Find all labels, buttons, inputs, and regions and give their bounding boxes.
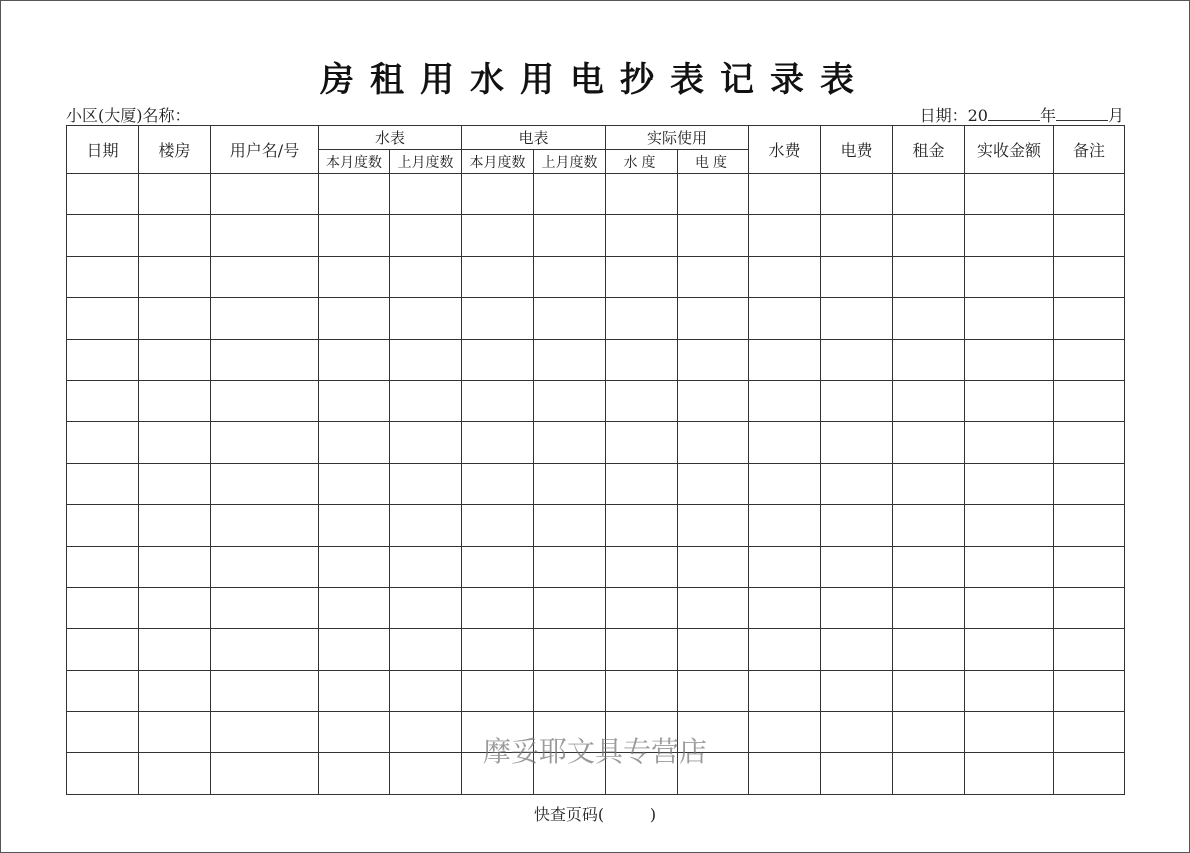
table-cell[interactable]	[67, 546, 139, 587]
header-rent: 租金	[893, 126, 965, 174]
table-cell[interactable]	[1054, 587, 1125, 628]
table-cell[interactable]	[67, 505, 139, 546]
table-cell[interactable]	[390, 422, 462, 463]
table-cell[interactable]	[211, 629, 319, 670]
table-cell[interactable]	[139, 339, 211, 380]
table-cell[interactable]	[821, 422, 893, 463]
table-cell[interactable]	[965, 339, 1054, 380]
table-cell[interactable]	[606, 298, 678, 339]
table-cell[interactable]	[139, 629, 211, 670]
table-cell[interactable]	[965, 422, 1054, 463]
table-cell[interactable]	[749, 463, 821, 504]
table-cell[interactable]	[67, 463, 139, 504]
table-cell[interactable]	[893, 463, 965, 504]
table-cell[interactable]	[749, 505, 821, 546]
table-cell[interactable]	[534, 670, 606, 711]
table-cell[interactable]	[390, 256, 462, 297]
header-electric-meter: 电表	[462, 126, 606, 150]
table-cell[interactable]	[319, 587, 390, 628]
table-row	[67, 256, 1125, 297]
table-cell[interactable]	[606, 215, 678, 256]
table-cell[interactable]	[749, 422, 821, 463]
table-cell[interactable]	[211, 670, 319, 711]
table-cell[interactable]	[606, 587, 678, 628]
table-cell[interactable]	[462, 256, 534, 297]
table-cell[interactable]	[211, 505, 319, 546]
table-cell[interactable]	[1054, 215, 1125, 256]
table-cell[interactable]	[821, 546, 893, 587]
table-cell[interactable]	[211, 380, 319, 421]
table-cell[interactable]	[462, 422, 534, 463]
date-line	[920, 103, 1124, 126]
table-cell[interactable]	[211, 174, 319, 215]
table-cell[interactable]	[893, 505, 965, 546]
header-electric-fee: 电费	[821, 126, 893, 174]
table-cell[interactable]	[139, 422, 211, 463]
table-cell[interactable]	[319, 298, 390, 339]
table-cell[interactable]	[67, 422, 139, 463]
table-cell[interactable]	[965, 174, 1054, 215]
table-cell[interactable]	[534, 215, 606, 256]
table-cell[interactable]	[67, 339, 139, 380]
table-cell[interactable]	[534, 587, 606, 628]
table-cell[interactable]	[319, 629, 390, 670]
table-cell[interactable]	[67, 587, 139, 628]
table-cell[interactable]	[67, 629, 139, 670]
table-cell[interactable]	[749, 670, 821, 711]
table-cell[interactable]	[319, 463, 390, 504]
table-cell[interactable]	[749, 587, 821, 628]
table-cell[interactable]	[390, 339, 462, 380]
table-cell[interactable]	[606, 256, 678, 297]
table-row	[67, 422, 1125, 463]
header-water-fee: 水费	[749, 126, 821, 174]
table-cell[interactable]	[390, 215, 462, 256]
table-cell[interactable]	[893, 339, 965, 380]
table-cell[interactable]	[821, 587, 893, 628]
table-cell[interactable]	[211, 422, 319, 463]
table-cell[interactable]	[821, 463, 893, 504]
table-cell[interactable]	[678, 505, 749, 546]
table-cell[interactable]	[606, 174, 678, 215]
table-row	[67, 629, 1125, 670]
table-cell[interactable]	[462, 339, 534, 380]
table-cell[interactable]	[462, 546, 534, 587]
table-cell[interactable]	[462, 629, 534, 670]
table-cell[interactable]	[821, 339, 893, 380]
table-cell[interactable]	[678, 422, 749, 463]
table-cell[interactable]	[821, 670, 893, 711]
table-cell[interactable]	[462, 380, 534, 421]
table-cell[interactable]	[965, 587, 1054, 628]
table-cell[interactable]	[749, 215, 821, 256]
table-cell[interactable]	[678, 256, 749, 297]
table-cell[interactable]	[606, 422, 678, 463]
table-cell[interactable]	[893, 380, 965, 421]
table-cell[interactable]	[965, 505, 1054, 546]
table-cell[interactable]	[211, 298, 319, 339]
year-blank[interactable]	[988, 106, 1040, 121]
table-cell[interactable]	[606, 505, 678, 546]
table-cell[interactable]	[534, 505, 606, 546]
table-cell[interactable]	[678, 587, 749, 628]
table-row	[67, 505, 1125, 546]
table-cell[interactable]	[1054, 546, 1125, 587]
table-cell[interactable]	[606, 670, 678, 711]
table-body	[67, 174, 1125, 795]
table-row	[67, 174, 1125, 215]
table-cell[interactable]	[606, 546, 678, 587]
table-cell[interactable]	[821, 215, 893, 256]
table-cell[interactable]	[139, 298, 211, 339]
table-cell[interactable]	[319, 215, 390, 256]
table-cell[interactable]	[965, 670, 1054, 711]
table-cell[interactable]	[606, 380, 678, 421]
store-watermark: 摩妥耶文具专营店	[482, 735, 707, 768]
table-cell[interactable]	[534, 546, 606, 587]
document-title: 房租用水用电抄表记录表	[320, 60, 870, 100]
table-cell[interactable]	[390, 546, 462, 587]
table-cell[interactable]	[319, 670, 390, 711]
table-cell[interactable]	[749, 339, 821, 380]
table-cell[interactable]	[67, 298, 139, 339]
table-cell[interactable]	[534, 380, 606, 421]
table-cell[interactable]	[1054, 463, 1125, 504]
table-cell[interactable]	[462, 174, 534, 215]
table-cell[interactable]	[534, 629, 606, 670]
table-cell[interactable]	[211, 587, 319, 628]
table-cell[interactable]	[749, 546, 821, 587]
table-cell[interactable]	[67, 380, 139, 421]
table-row	[67, 215, 1125, 256]
table-cell[interactable]	[893, 256, 965, 297]
table-cell[interactable]	[211, 215, 319, 256]
table-cell[interactable]	[821, 256, 893, 297]
table-cell[interactable]	[139, 174, 211, 215]
month-blank[interactable]	[1056, 106, 1108, 121]
table-cell[interactable]	[893, 174, 965, 215]
table-cell[interactable]	[319, 422, 390, 463]
header-date: 日期	[67, 126, 139, 174]
month-label: 月	[1107, 106, 1124, 125]
header-water-meter: 水表	[319, 126, 462, 150]
table-cell[interactable]	[1054, 298, 1125, 339]
table-cell[interactable]	[749, 298, 821, 339]
table-cell[interactable]	[1054, 422, 1125, 463]
table-row	[67, 670, 1125, 711]
table-cell[interactable]	[965, 256, 1054, 297]
date-label: 日期：20	[919, 106, 988, 125]
table-cell[interactable]	[1054, 380, 1125, 421]
table-cell[interactable]	[893, 629, 965, 670]
table-cell[interactable]	[965, 546, 1054, 587]
table-row	[67, 587, 1125, 628]
table-cell[interactable]	[390, 670, 462, 711]
table-row	[67, 380, 1125, 421]
table-cell[interactable]	[678, 339, 749, 380]
table-cell[interactable]	[319, 505, 390, 546]
table-cell[interactable]	[211, 256, 319, 297]
table-cell[interactable]	[1054, 505, 1125, 546]
table-cell[interactable]	[1054, 339, 1125, 380]
table-cell[interactable]	[678, 298, 749, 339]
table-cell[interactable]	[139, 587, 211, 628]
header-remarks: 备注	[1054, 126, 1125, 174]
table-cell[interactable]	[893, 670, 965, 711]
table-cell[interactable]	[606, 463, 678, 504]
table-cell[interactable]	[678, 629, 749, 670]
table-row	[67, 339, 1125, 380]
community-name-label: 小区(大厦)名称：	[66, 106, 191, 125]
table-cell[interactable]	[678, 546, 749, 587]
table-cell[interactable]	[678, 670, 749, 711]
table-cell[interactable]	[534, 339, 606, 380]
table-cell[interactable]	[678, 174, 749, 215]
table-cell[interactable]	[965, 380, 1054, 421]
table-cell[interactable]	[749, 174, 821, 215]
table-cell[interactable]	[893, 587, 965, 628]
table-cell[interactable]	[534, 174, 606, 215]
table-cell[interactable]	[893, 215, 965, 256]
table-cell[interactable]	[462, 670, 534, 711]
table-cell[interactable]	[821, 380, 893, 421]
table-cell[interactable]	[678, 380, 749, 421]
table-cell[interactable]	[965, 463, 1054, 504]
table-cell[interactable]	[67, 174, 139, 215]
table-row	[67, 463, 1125, 504]
header-actual-usage: 实际使用	[606, 126, 749, 150]
table-cell[interactable]	[390, 463, 462, 504]
subheader-water-usage: 水度	[606, 150, 678, 174]
header-building: 楼房	[139, 126, 211, 174]
table-cell[interactable]	[1054, 670, 1125, 711]
table-cell[interactable]	[1054, 629, 1125, 670]
table-cell[interactable]	[319, 546, 390, 587]
table-cell[interactable]	[534, 256, 606, 297]
table-cell[interactable]	[67, 215, 139, 256]
table-cell[interactable]	[678, 463, 749, 504]
subheader-electric-last-month: 上月度数	[534, 150, 606, 174]
table-cell[interactable]	[965, 298, 1054, 339]
header-amount-received: 实收金额	[965, 126, 1054, 174]
table-cell[interactable]	[821, 174, 893, 215]
year-label: 年	[1039, 106, 1056, 125]
table-row	[67, 546, 1125, 587]
table-cell[interactable]	[606, 339, 678, 380]
table-cell[interactable]	[678, 215, 749, 256]
table-cell[interactable]	[390, 380, 462, 421]
quick-page-number: 快查页码( )	[533, 805, 657, 824]
table-cell[interactable]	[534, 422, 606, 463]
table-cell[interactable]	[749, 629, 821, 670]
table-cell[interactable]	[462, 505, 534, 546]
table-cell[interactable]	[462, 298, 534, 339]
table-cell[interactable]	[462, 587, 534, 628]
table-cell[interactable]	[821, 505, 893, 546]
table-cell[interactable]	[211, 339, 319, 380]
table-cell[interactable]	[893, 422, 965, 463]
table-cell[interactable]	[139, 670, 211, 711]
table-cell[interactable]	[821, 298, 893, 339]
table-cell[interactable]	[211, 546, 319, 587]
table-row	[67, 298, 1125, 339]
table-cell[interactable]	[893, 298, 965, 339]
table-cell[interactable]	[139, 256, 211, 297]
table-cell[interactable]	[606, 629, 678, 670]
table-cell[interactable]	[390, 587, 462, 628]
table-cell[interactable]	[319, 174, 390, 215]
table-cell[interactable]	[390, 298, 462, 339]
table-cell[interactable]	[67, 670, 139, 711]
header-user: 用户名/号	[211, 126, 319, 174]
table-cell[interactable]	[965, 629, 1054, 670]
table-cell[interactable]	[390, 174, 462, 215]
table-cell[interactable]	[1054, 256, 1125, 297]
table-cell[interactable]	[390, 629, 462, 670]
table-cell[interactable]	[139, 463, 211, 504]
subheader-water-last-month: 上月度数	[390, 150, 462, 174]
table-cell[interactable]	[893, 546, 965, 587]
table-cell[interactable]	[67, 256, 139, 297]
table-cell[interactable]	[749, 380, 821, 421]
table-cell[interactable]	[319, 256, 390, 297]
table-cell[interactable]	[139, 380, 211, 421]
table-cell[interactable]	[390, 505, 462, 546]
table-cell[interactable]	[211, 463, 319, 504]
table-cell[interactable]	[462, 463, 534, 504]
meter-record-table	[66, 125, 1125, 795]
table-cell[interactable]	[1054, 174, 1125, 215]
table-cell[interactable]	[139, 215, 211, 256]
subheader-electric-this-month: 本月度数	[462, 150, 534, 174]
table-cell[interactable]	[749, 256, 821, 297]
table-cell[interactable]	[139, 546, 211, 587]
subheader-electric-usage: 电度	[678, 150, 749, 174]
table-cell[interactable]	[534, 298, 606, 339]
table-cell[interactable]	[821, 629, 893, 670]
table-cell[interactable]	[462, 215, 534, 256]
table-cell[interactable]	[319, 339, 390, 380]
table-cell[interactable]	[534, 463, 606, 504]
table-cell[interactable]	[965, 215, 1054, 256]
table-cell[interactable]	[319, 380, 390, 421]
table-cell[interactable]	[139, 505, 211, 546]
subheader-water-this-month: 本月度数	[319, 150, 390, 174]
